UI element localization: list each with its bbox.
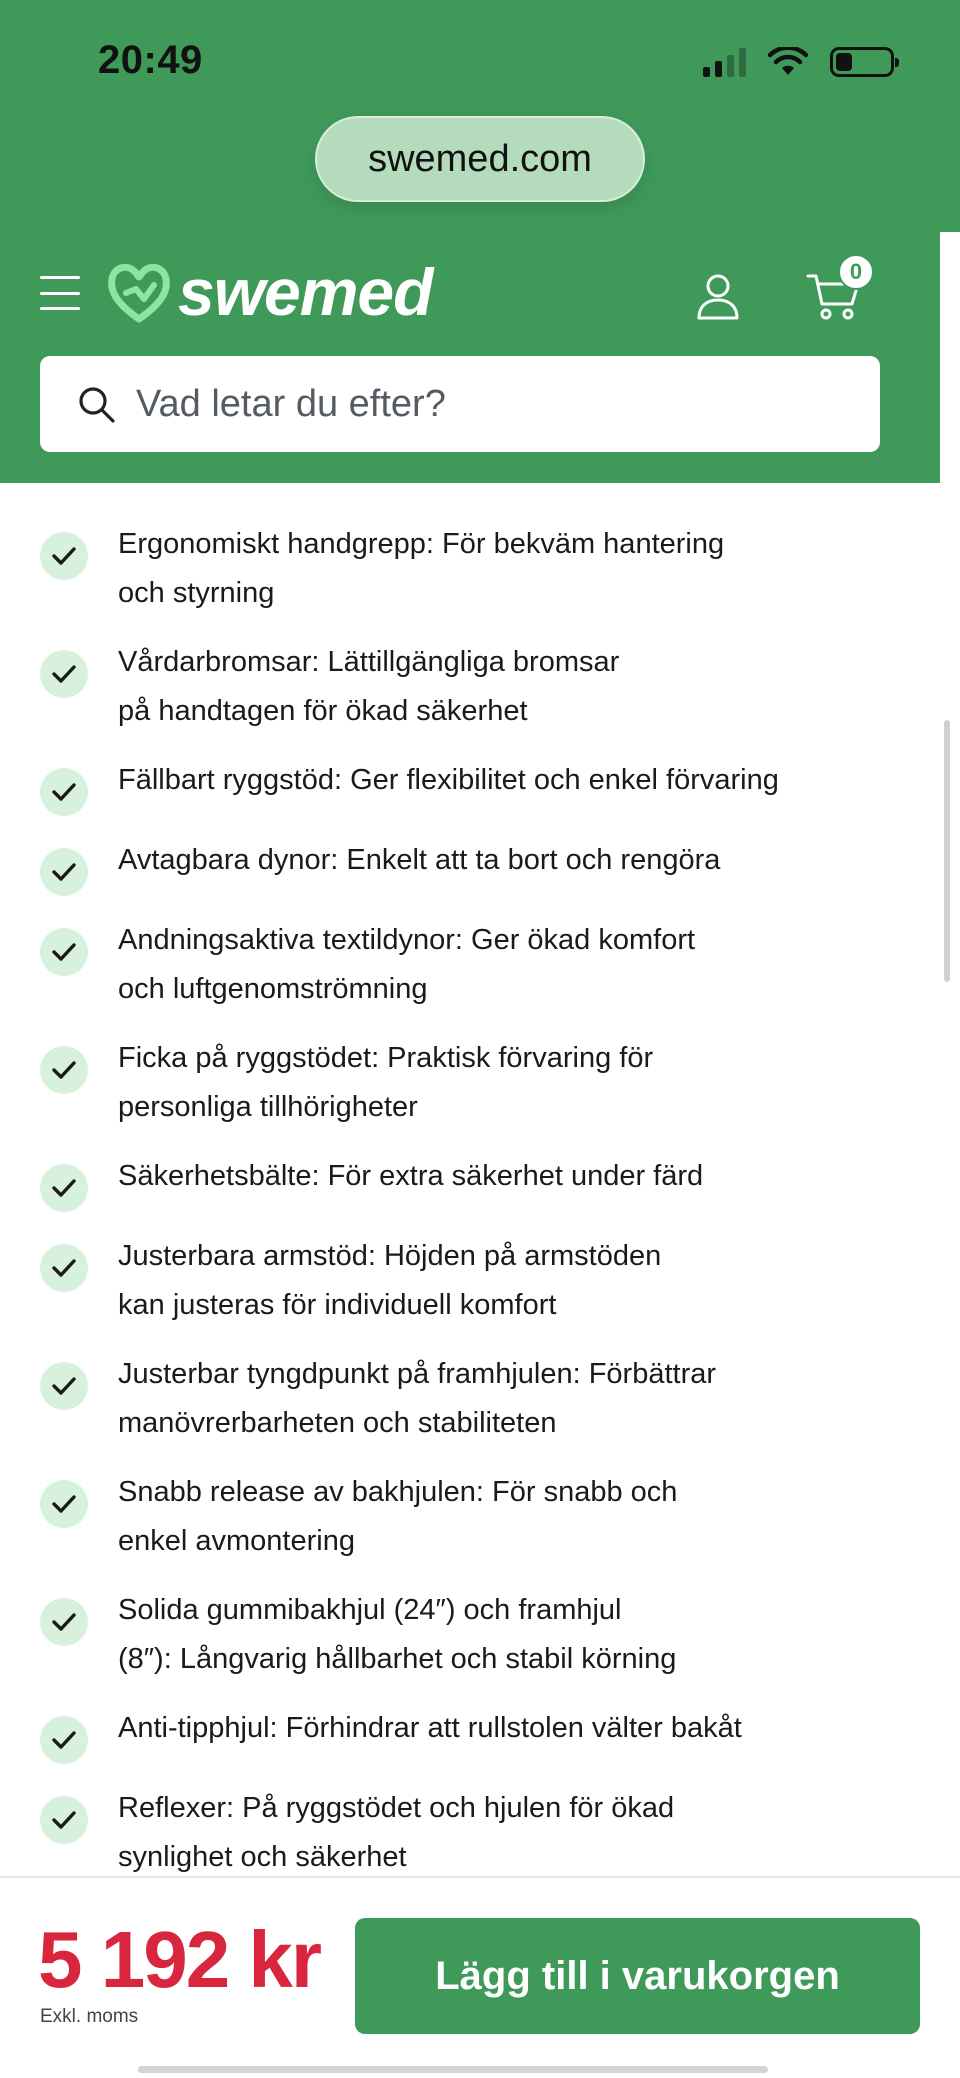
list-spacer [40, 896, 900, 916]
list-spacer [40, 618, 900, 638]
feature-item [40, 1232, 900, 1330]
feature-item [40, 1152, 900, 1212]
feature-text [118, 638, 898, 736]
checkmark-icon [40, 1164, 88, 1212]
feature-text [118, 916, 898, 1014]
cellular-signal-icon [703, 47, 746, 77]
feature-line: Ficka på ryggstödet: Praktisk förvaring för [118, 1042, 654, 1074]
checkmark-icon [40, 1362, 88, 1410]
search-input[interactable] [136, 383, 836, 426]
list-spacer [40, 1132, 900, 1152]
feature-item [40, 1034, 900, 1132]
feature-line: (8″): Långvarig hållbarhet och stabil körning [118, 1643, 677, 1675]
status-icons [703, 44, 894, 80]
feature-line: Säkerhetsbälte: För extra säkerhet under färd [118, 1160, 704, 1192]
list-spacer [40, 1212, 900, 1232]
feature-text [118, 1704, 898, 1753]
price-vat-note: Exkl. moms [40, 2006, 139, 2027]
add-to-cart-button[interactable]: Lägg till i varukorgen [355, 1918, 920, 2034]
feature-item [40, 836, 900, 896]
wifi-icon [768, 47, 808, 77]
checkmark-icon [40, 650, 88, 698]
feature-text [118, 1034, 898, 1132]
feature-line: Andningsaktiva textildynor: Ger ökad komfort [118, 924, 696, 956]
heart-logo-icon [106, 259, 172, 325]
feature-item [40, 756, 900, 816]
checkmark-icon [40, 1796, 88, 1844]
feature-line: Avtagbara dynor: Enkelt att ta bort och rengöra [118, 844, 721, 876]
feature-line: synlighet och säkerhet [118, 1841, 407, 1873]
list-spacer [40, 736, 900, 756]
feature-line: Solida gummibakhjul (24″) och framhjul [118, 1594, 622, 1626]
list-spacer [40, 1684, 900, 1704]
feature-line: Justerbar tyngdpunkt på framhjulen: Förbättrar [118, 1358, 717, 1390]
feature-item [40, 1350, 900, 1448]
feature-text [118, 1468, 898, 1566]
checkmark-icon [40, 848, 88, 896]
list-spacer [40, 1014, 900, 1034]
search-icon [76, 384, 116, 424]
feature-line: Fällbart ryggstöd: Ger flexibilitet och enkel förvaring [118, 764, 779, 796]
feature-line: Ergonomiskt handgrepp: För bekväm hantering [118, 528, 725, 560]
feature-line: Justerbara armstöd: Höjden på armstöden [118, 1240, 662, 1272]
checkmark-icon [40, 1716, 88, 1764]
feature-text [118, 836, 898, 885]
list-spacer [40, 1448, 900, 1468]
feature-item [40, 1704, 900, 1764]
feature-item [40, 1784, 900, 1882]
list-spacer [40, 1330, 900, 1350]
checkmark-icon [40, 928, 88, 976]
logo-text: swemed [178, 255, 433, 329]
feature-line: Anti-tipphjul: Förhindrar att rullstolen välter bakåt [118, 1712, 742, 1744]
sticky-purchase-bar [0, 1876, 960, 2078]
list-spacer [40, 1764, 900, 1784]
feature-list [40, 520, 900, 1882]
feature-line: och luftgenomströmning [118, 973, 428, 1005]
feature-line: Reflexer: På ryggstödet och hjulen för ökad [118, 1792, 675, 1824]
feature-item [40, 520, 900, 618]
checkmark-icon [40, 1480, 88, 1528]
browser-url-bar[interactable]: swemed.com [315, 116, 645, 202]
feature-text [118, 1784, 898, 1882]
hamburger-menu-icon[interactable] [40, 276, 80, 310]
scroll-track [940, 232, 960, 483]
status-time: 20:49 [98, 38, 203, 82]
feature-line: på handtagen för ökad säkerhet [118, 695, 528, 727]
feature-item [40, 916, 900, 1014]
feature-text [118, 1232, 898, 1330]
feature-item [40, 1586, 900, 1684]
home-indicator[interactable] [138, 2066, 768, 2073]
product-price: 5 192 kr [38, 1915, 321, 2004]
checkmark-icon [40, 768, 88, 816]
list-spacer [40, 1566, 900, 1586]
feature-line: Vårdarbromsar: Lättillgängliga bromsar [118, 646, 620, 678]
feature-text [118, 1586, 898, 1684]
feature-text [118, 1350, 898, 1448]
cart-count-badge[interactable]: 0 [838, 254, 874, 290]
checkmark-icon [40, 1046, 88, 1094]
site-logo[interactable] [106, 256, 432, 328]
feature-text [118, 1152, 898, 1201]
site-header [0, 0, 960, 483]
feature-text [118, 756, 898, 805]
feature-item [40, 638, 900, 736]
feature-line: och styrning [118, 577, 275, 609]
feature-line: manövrerbarheten och stabiliteten [118, 1407, 557, 1439]
search-bar[interactable] [40, 356, 880, 452]
feature-line: personliga tillhörigheter [118, 1091, 418, 1123]
checkmark-icon [40, 1598, 88, 1646]
feature-item [40, 1468, 900, 1566]
user-account-icon[interactable] [694, 272, 742, 320]
checkmark-icon [40, 1244, 88, 1292]
feature-line: Snabb release av bakhjulen: För snabb och [118, 1476, 678, 1508]
battery-icon [830, 47, 894, 77]
list-spacer [40, 816, 900, 836]
feature-text [118, 520, 898, 618]
feature-line: enkel avmontering [118, 1525, 355, 1557]
scrollbar-thumb[interactable] [944, 720, 950, 982]
feature-line: kan justeras för individuell komfort [118, 1289, 557, 1321]
checkmark-icon [40, 532, 88, 580]
